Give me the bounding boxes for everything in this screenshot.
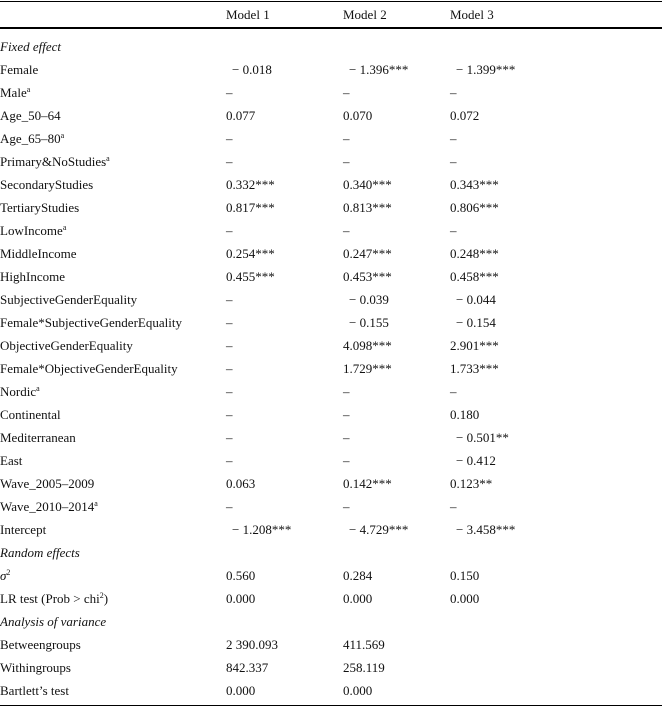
model-2-value: − 0.039 [349,292,389,307]
model-3-value: – [450,131,457,146]
row-label-text: Wave_2005–2009 [0,476,95,491]
model-1-value: 0.455*** [226,269,275,284]
row-label [0,150,110,173]
table-row [0,81,662,104]
table-row [0,265,662,288]
row-label [0,518,46,541]
table-row [0,127,662,150]
row-label [0,656,71,679]
row-label [0,426,76,449]
model-2-value: – [343,131,350,146]
model-1-value: 0.077 [226,108,256,123]
row-label-text: Female*ObjectiveGenderEquality [0,361,178,376]
table-row [0,311,662,334]
model-3-value: − 3.458*** [456,522,516,537]
column-header-model-3: Model 3 [450,7,494,22]
row-label [0,81,30,104]
row-label [0,564,10,587]
bottom-rule [0,705,662,706]
model-3-value: 1.733*** [450,361,499,376]
model-2-value: 0.284 [343,568,373,583]
row-label-text: Female [0,62,39,77]
row-label [0,633,81,656]
row-label-text: MiddleIncome [0,246,77,261]
model-3-value: – [450,154,457,169]
table-row [0,288,662,311]
row-label-text: Analysis of variance [0,614,107,629]
model-3-value: – [450,499,457,514]
section-title [0,35,61,58]
model-3-value: 0.458*** [450,269,499,284]
row-label-text: LowIncome [0,223,63,238]
row-label [0,380,40,403]
model-2-value: – [343,85,350,100]
model-2-value: 0.247*** [343,246,392,261]
model-3-value: 0.000 [450,591,480,606]
row-label-text: Intercept [0,522,47,537]
table-row [0,380,662,403]
row-label [0,495,98,518]
model-2-value: 0.070 [343,108,373,123]
table-row [0,150,662,173]
column-header-model-2: Model 2 [343,7,387,22]
model-2-value: 258.119 [343,660,385,675]
row-label-suffix: ) [103,591,109,606]
row-label-superscript: a [94,499,98,508]
model-1-value: 0.560 [226,568,256,583]
model-2-value: 1.729*** [343,361,392,376]
model-2-value: – [343,223,350,238]
row-label-text: σ [0,568,7,583]
table-row [0,58,662,81]
model-1-value: − 0.018 [232,62,272,77]
section-header-row [0,541,662,564]
model-1-value: 842.337 [226,660,269,675]
model-3-value: − 0.044 [456,292,496,307]
row-label-text: Age_65–80 [0,131,61,146]
model-1-value: 2 390.093 [226,637,278,652]
row-label-text: Bartlett’s test [0,683,69,698]
row-label-text: Withingroups [0,660,71,675]
model-2-value: 411.569 [343,637,385,652]
model-1-value: 0.000 [226,591,256,606]
model-1-value: − 1.208*** [232,522,292,537]
model-2-value: – [343,453,350,468]
row-label-text: Wave_2010–2014 [0,499,95,514]
row-label-text: SecondaryStudies [0,177,94,192]
model-3-value: 0.806*** [450,200,499,215]
row-label-superscript: a [62,223,67,232]
model-1-value: 0.254*** [226,246,275,261]
model-1-value: – [226,453,233,468]
row-label [0,679,69,702]
model-2-value: – [343,407,350,422]
table-row [0,334,662,357]
table-row [0,564,662,587]
row-label-text: Male [0,85,27,100]
model-3-value: – [450,223,457,238]
model-1-value: – [226,361,233,376]
model-1-value: – [226,292,233,307]
model-1-value: – [226,384,233,399]
row-label-text: East [0,453,23,468]
table-row [0,403,662,426]
row-label-superscript: 2 [99,591,104,600]
table-row [0,518,662,541]
model-2-value: 0.000 [343,591,373,606]
section-title [0,541,80,564]
table-row [0,587,662,610]
row-label [0,472,94,495]
table-row [0,449,662,472]
row-label [0,403,61,426]
row-label-superscript: a [60,131,65,140]
row-label-text: Age_50–64 [0,108,61,123]
model-3-value: − 0.501** [456,430,509,445]
model-2-value: 0.813*** [343,200,392,215]
model-1-value: – [226,499,233,514]
top-rule [0,1,662,2]
model-1-value: – [226,338,233,353]
model-3-value: − 0.154 [456,315,496,330]
row-label-text: SubjectiveGenderEquality [0,292,138,307]
model-3-value: − 1.399*** [456,62,516,77]
table-row [0,173,662,196]
model-3-value: 0.072 [450,108,480,123]
model-1-value: 0.332*** [226,177,275,192]
row-label [0,334,133,357]
model-3-value: 0.343*** [450,177,499,192]
model-3-value: 0.150 [450,568,480,583]
table-row [0,679,662,702]
model-1-value: – [226,407,233,422]
table-row [0,242,662,265]
model-2-value: 0.142*** [343,476,392,491]
row-label-text: Random effects [0,545,80,560]
model-3-value: 0.180 [450,407,480,422]
table-row [0,472,662,495]
model-3-value: – [450,85,457,100]
row-label [0,288,137,311]
model-1-value: – [226,85,233,100]
model-2-value: 0.000 [343,683,373,698]
table-row [0,357,662,380]
row-label [0,219,66,242]
row-label [0,196,79,219]
row-label-superscript: 2 [6,568,11,577]
model-2-value: 4.098*** [343,338,392,353]
row-label-superscript: a [26,85,31,94]
section-header-row [0,35,662,58]
row-label-text: TertiaryStudies [0,200,80,215]
row-label-text: HighIncome [0,269,65,284]
model-2-value: 0.453*** [343,269,392,284]
row-label-text: Continental [0,407,61,422]
model-2-value: – [343,154,350,169]
row-label [0,265,65,288]
row-label [0,242,77,265]
model-3-value: 0.123** [450,476,493,491]
row-label [0,127,64,150]
row-label-superscript: a [36,384,40,393]
row-label [0,58,38,81]
table-row [0,495,662,518]
section-header-row [0,610,662,633]
row-label-text: Fixed effect [0,39,61,54]
model-2-value: 0.340*** [343,177,392,192]
model-1-value: 0.063 [226,476,256,491]
model-2-value: − 0.155 [349,315,389,330]
model-2-value: – [343,499,350,514]
model-3-value: − 0.412 [456,453,496,468]
row-label-text: Primary&NoStudies [0,154,107,169]
table-row [0,219,662,242]
row-label-superscript: a [106,154,110,163]
table-row [0,426,662,449]
model-2-value: − 1.396*** [349,62,409,77]
model-1-value: – [226,315,233,330]
model-1-value: 0.000 [226,683,256,698]
row-label-text: Female*SubjectiveGenderEquality [0,315,182,330]
row-label-text: ObjectiveGenderEquality [0,338,133,353]
row-label-text: Nordic [0,384,37,399]
section-title [0,610,106,633]
model-2-value: − 4.729*** [349,522,409,537]
row-label [0,357,178,380]
row-label-text: LR test (Prob > chi [0,591,100,606]
row-label-text: Mediterranean [0,430,76,445]
model-1-value: – [226,430,233,445]
row-label [0,587,108,610]
table-row [0,633,662,656]
row-label [0,449,22,472]
header-rule [0,27,662,29]
model-3-value: 2.901*** [450,338,499,353]
model-1-value: 0.817*** [226,200,275,215]
model-1-value: – [226,154,233,169]
model-1-value: – [226,131,233,146]
table-row [0,656,662,679]
table-row [0,104,662,127]
row-label-text: Betweengroups [0,637,81,652]
model-2-value: – [343,384,350,399]
column-header-model-1: Model 1 [226,7,270,22]
row-label [0,173,93,196]
model-3-value: 0.248*** [450,246,499,261]
model-3-value: – [450,384,457,399]
row-label [0,104,61,127]
table-row [0,196,662,219]
model-1-value: – [226,223,233,238]
row-label [0,311,182,334]
model-2-value: – [343,430,350,445]
